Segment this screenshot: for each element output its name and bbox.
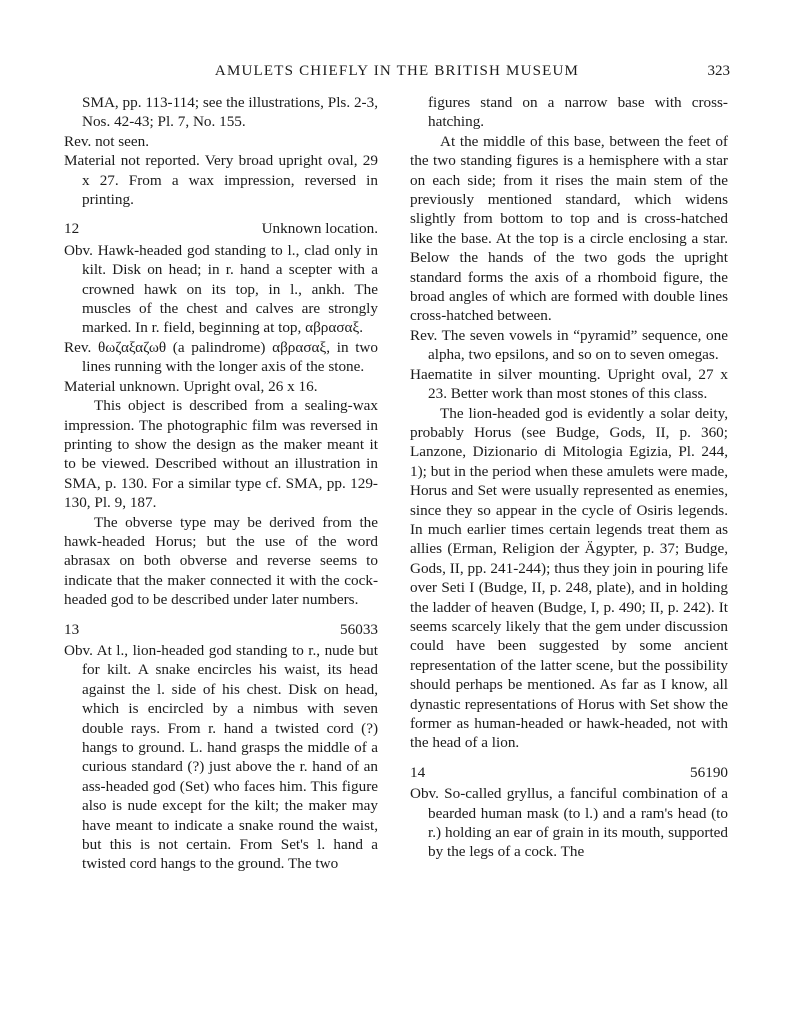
entry-13-material: Haematite in silver mounting. Upright oval, 27 x 23. Better work than most stones of this class.	[410, 365, 728, 403]
entry-museum-number: 56033	[340, 620, 378, 638]
left-column	[64, 93, 378, 874]
entry-number: 12	[64, 220, 80, 238]
page-number: 323	[707, 63, 730, 79]
entry-13-obverse: Obv. At l., lion-headed god standing to r., nude but for kilt. A snake encircles his waist, its head against the l. side of his chest. Disk on head, which is encircled by a nimbus with seven double rays. From r. hand a twisted cord (?) hangs to ground. L. hand grasps the middle of a curious standard (?) just above the r. hand of an ass-headed god (Set) who faces him. This figure also is nude except for the kilt; the maker may have meant to indicate a snake round the waist, but this is not certain. From Set's l. hand a twisted cord hangs to the ground. The two	[64, 641, 378, 873]
running-title: AMULETS CHIEFLY IN THE BRITISH MUSEUM	[214, 63, 580, 79]
entry-13-heading	[64, 620, 378, 639]
reverse-note: Rev. not seen.	[64, 132, 150, 150]
entry-13-standard-description: At the middle of this base, between the feet of the two standing figures is a hemisphere with a star on each side; from it rises the main stem of the previously mentioned standard, which widens slightly from bottom to top and is cross-hatched like the base. At the top is a circle enclosing a star. Below the hands of the two gods the upright standard forms the axis of a rhomboid figure, the broad angles of which are formed with double lines cross-hatched between.	[410, 132, 728, 325]
page-header	[64, 62, 730, 82]
entry-14-obverse: Obv. So-called gryllus, a fanciful combination of a bearded human mask (to l.) and a ram's head (to r.) holding an ear of grain in its mouth, supported by the legs of a cock. The	[410, 785, 728, 861]
entry-12-commentary-1: This object is described from a sealing-wax impression. The photographic film was reversed in printing to show the design as the maker meant it to be viewed. Described without an illustration in SMA, p. 130. For a similar type cf. SMA, pp. 129-130, Pl. 9, 187.	[64, 397, 378, 512]
entry-museum-number: 56190	[690, 763, 728, 781]
right-column	[410, 93, 728, 862]
entry-location: Unknown location.	[261, 220, 378, 238]
entry-12-heading	[64, 219, 378, 238]
entry-number: 14	[410, 763, 426, 781]
entry-number: 13	[64, 620, 80, 638]
entry-12-reverse: Rev. θωζαξαζωθ (a palindrome) αβρασαξ, in two lines running with the longer axis of the stone.	[64, 338, 378, 376]
entry-12-commentary-2: The obverse type may be derived from the hawk-headed Horus; but the use of the word abrasax on both obverse and reverse seems to indicate that the maker connected it with the cock-headed god to be described under later numbers.	[64, 513, 378, 609]
entry-13-reverse: Rev. The seven vowels in “pyramid” sequence, one alpha, two epsilons, and so on to seven omegas.	[410, 326, 728, 364]
entry-12-material: Material unknown. Upright oval, 26 x 16.	[64, 377, 318, 395]
entry-12-obverse: Obv. Hawk-headed god standing to l., clad only in kilt. Disk on head; in r. hand a scepter with a crowned hawk on its top, in l., ankh. The muscles of the chest and calves are strongly marked. In r. field, beginning at top, αβρασαξ.	[64, 241, 378, 337]
entry-13-obverse-continued: figures stand on a narrow base with cross-hatching.	[428, 94, 728, 131]
continued-reference: SMA, pp. 113-114; see the illustrations, Pls. 2-3, Nos. 42-43; Pl. 7, No. 155.	[82, 94, 378, 131]
entry-13-commentary: The lion-headed god is evidently a solar deity, probably Horus (see Budge, Gods, II, p. 360; Lanzone, Dizionario di Mitologia Egizia, Pl. 244, 1); but in the period when these amulets were made, Horus and Set were usually represented as enemies, since they so appear in the cycle of Osiris legends. In much earlier times certain legends treat them as allies (Erman, Religion der Ägypter, p. 37; Budge, Gods, II, pp. 241-244); thus they join in pouring life over Seti I (Budge, II, p. 248, plate), and in holding the ladder of heaven (Budge, I, p. 490; II, p. 242). It seems scarcely likely that the gem under discussion could have been suggested by some ancient representation of the latter scene, but the possibility should perhaps be mentioned. As far as I know, all dynastic representations of Horus with Set show the former as human-headed or hawk-headed, not with the head of a lion.	[410, 404, 728, 752]
entry-14-heading	[410, 763, 728, 782]
material-note: Material not reported. Very broad upright oval, 29 x 27. From a wax impression, reversed in printing.	[64, 152, 378, 209]
